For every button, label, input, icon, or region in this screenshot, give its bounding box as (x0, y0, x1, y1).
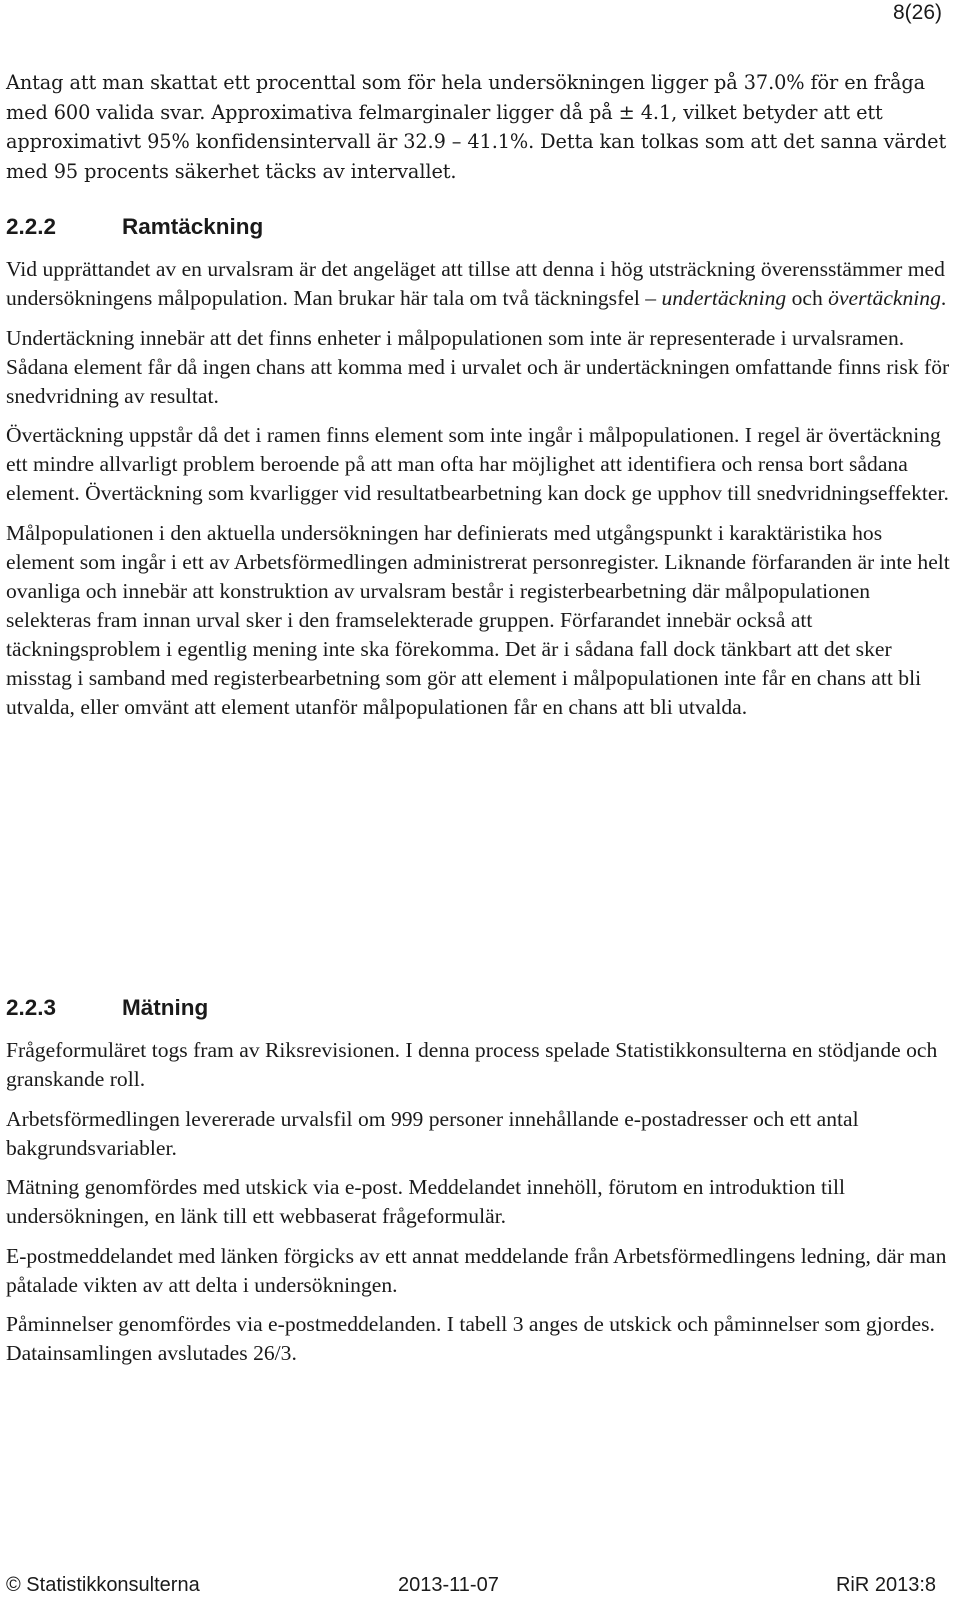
emphasis-undertackning: undertäckning (661, 286, 787, 310)
section-title: Mätning (122, 995, 209, 1020)
section-number: 2.2.3 (6, 995, 57, 1020)
paragraph-text: och (786, 286, 829, 310)
section-body-matning (6, 1036, 950, 1379)
section-heading-ramtackning (6, 213, 263, 241)
page-number: 8(26) (892, 1, 942, 24)
paragraph (6, 255, 950, 313)
emphasis-overtackning: övertäckning (828, 286, 941, 310)
intro-paragraph: Antag att man skattat ett procenttal som för hela undersökningen ligger på 37.0% för en fråga med 600 valida svar. Approximativa felmarginaler ligger då på ± 4.1, vilket betyder att ett approximativt 95% konfidensintervall är 32.9 – 41.1%. Detta kan tolkas som att det sanna värdet med 95 procents säkerhet täcks av intervallet. (6, 71, 947, 183)
section-heading-matning (6, 994, 208, 1022)
section-number: 2.2.2 (6, 214, 57, 239)
paragraph-text: . (940, 286, 947, 310)
paragraph: Frågeformuläret togs fram av Riksrevisionen. I denna process spelade Statistikkonsulterna en stödjande och granskande roll. (6, 1038, 938, 1091)
paragraph: Målpopulationen i den aktuella undersökningen har definierats med utgångspunkt i karaktäristika hos element som ingår i ett av Arbetsförmedlingen administrerat personregister. Liknande förfaranden är inte helt ovanliga och innebär att konstruktion av urvalsram består i registerbearbetning där målpopulationen selekteras fram innan urval sker i den framselekterade gruppen. Förfarandet innebär också att täckningsproblem i egentlig mening inte ska förekomma. Det är i sådana fall dock tänkbart att det sker misstag i samband med registerbearbetning som gör att element i målpopulationen inte får en chans att bli utvalda, eller omvänt att element utanför målpopulationen får en chans att bli utvalda. (6, 520, 950, 719)
footer-report-id: RiR 2013:8 (835, 1574, 936, 1596)
paragraph: E-postmeddelandet med länken förgicks av ett annat meddelande från Arbetsförmedlingens ledning, där man påtalade vikten av att delta i undersökningen. (6, 1243, 947, 1297)
paragraph: Arbetsförmedlingen levererade urvalsfil om 999 personer innehållande e-postadresser och ett antal bakgrundsvariabler. (6, 1106, 859, 1160)
section-body-ramtackning (6, 255, 950, 732)
paragraph: Undertäckning innebär att det finns enheter i målpopulationen som inte är representerade i urvalsramen. Sådana element får då ingen chans att komma med i urvalet och är undertäckningen omfattande finns risk för snedvridning av resultat. (6, 325, 950, 408)
paragraph: Övertäckning uppstår då det i ramen finns element som inte ingår i målpopulationen. I regel är övertäckning ett mindre allvarligt problem beroende på att man ofta har möjlighet att identifiera och rensa bort sådana element. Övertäckning som kvarligger vid resultatbearbetning kan dock ge upphov till snedvridningseffekter. (6, 423, 949, 505)
footer-copyright: © Statistikkonsulterna (6, 1574, 200, 1596)
paragraph: Mätning genomfördes med utskick via e-post. Meddelandet innehöll, förutom en introduktion till undersökningen, en länk till ett webbaserat frågeformulär. (6, 1175, 846, 1228)
paragraph-text: Vid upprättandet av en urvalsram är det angeläget att tillse att denna i hög utsträckning överensstämmer med undersökningens målpopulation. Man brukar här tala om två täckningsfel – (6, 257, 945, 310)
paragraph: Påminnelser genomfördes via e-postmeddelanden. I tabell 3 anges de utskick och påminnelser som gjordes. Datainsamlingen avslutades 26/3. (6, 1312, 935, 1365)
section-title: Ramtäckning (122, 214, 264, 239)
footer-date: 2013-11-07 (398, 1574, 499, 1596)
